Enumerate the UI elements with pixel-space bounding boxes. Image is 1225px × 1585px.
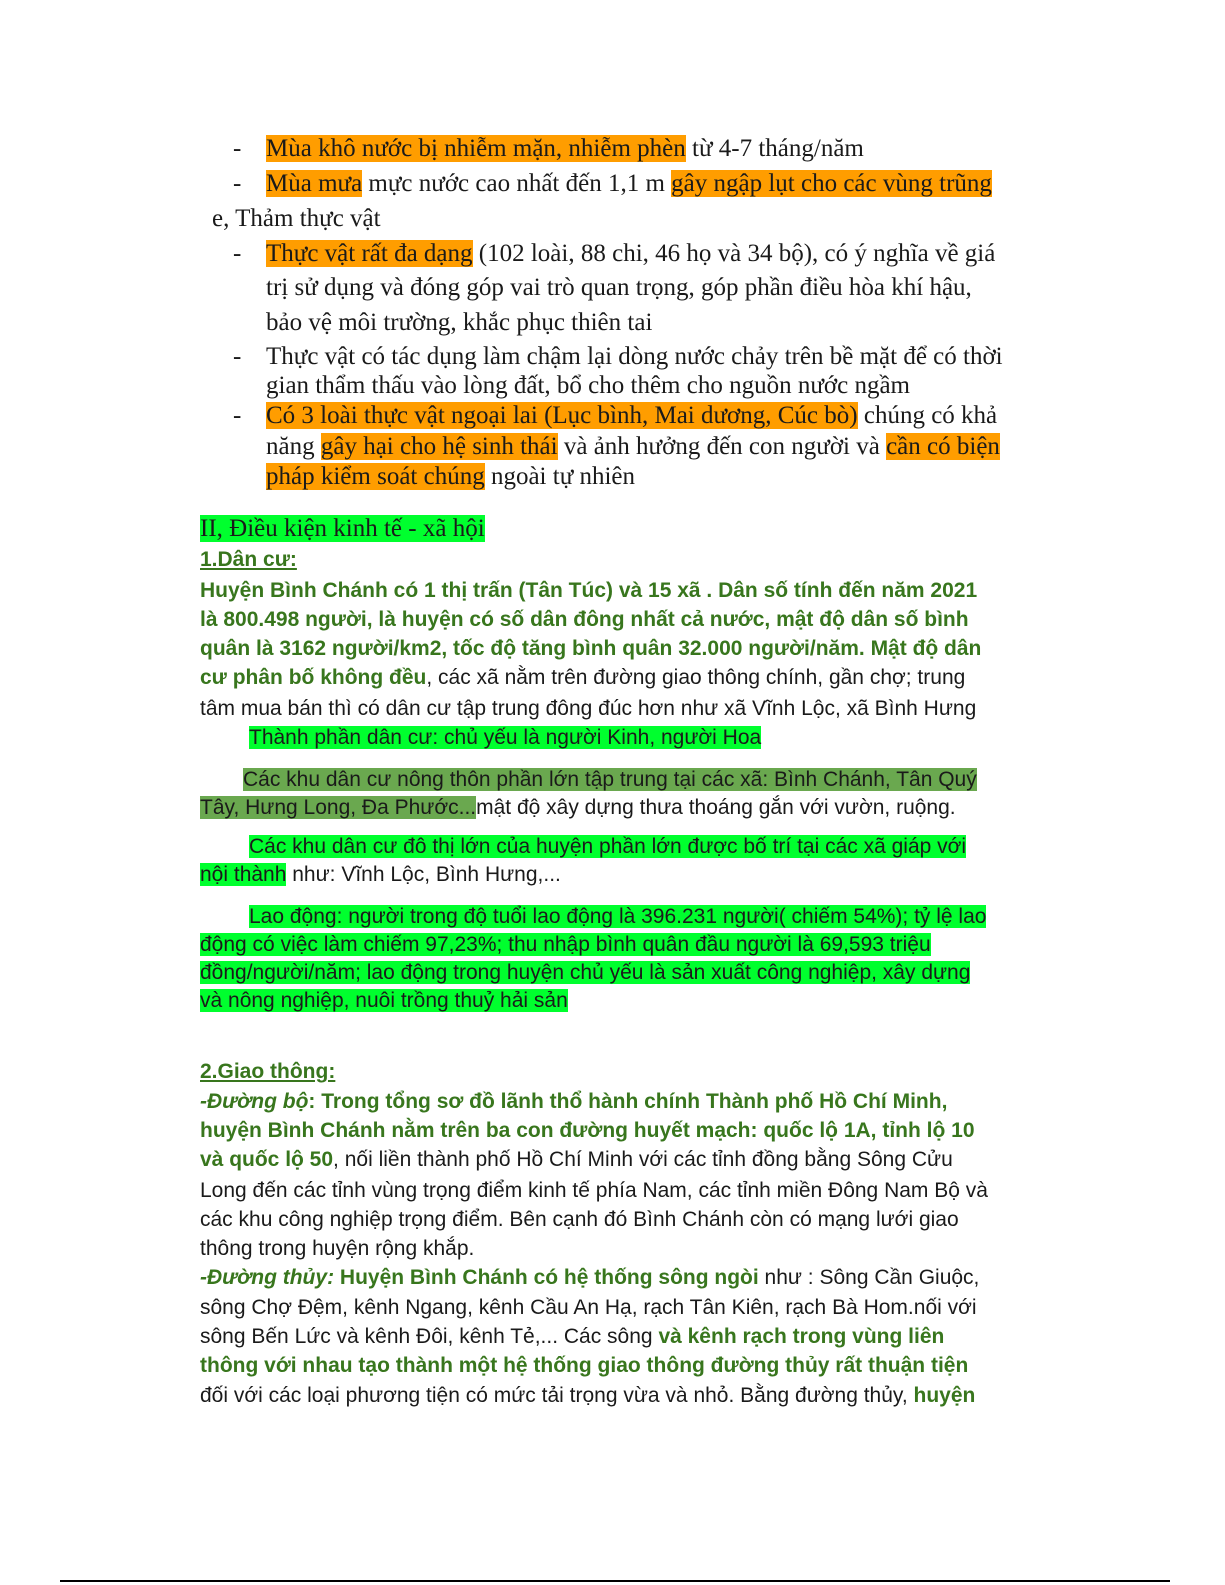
labor-line4: và nông nghiệp, nuôi trồng thuỷ hải sản: [200, 989, 568, 1012]
water-line4: thông với nhau tạo thành một hệ thống giao thông đường thủy rất thuận tiện: [200, 1354, 969, 1377]
urban-line2: nội thành như: Vĩnh Lộc, Bình Hưng,...: [200, 863, 561, 886]
population-composition: Thành phần dân cư: chủ yếu là người Kinh, người Hoa: [249, 726, 762, 749]
labor-line1: Lao động: người trong độ tuổi lao động là 396.231 người( chiếm 54%); tỷ lệ lao: [249, 905, 987, 928]
water-line3: sông Bến Lức và kênh Đôi, kênh Tẻ,... Các sông và kênh rạch trong vùng liên: [200, 1325, 945, 1348]
bullet-dry-season: Mùa khô nước bị nhiễm mặn, nhiễm phèn từ 4-7 tháng/năm: [266, 135, 864, 162]
pop-line2: là 800.498 người, là huyện có số dân đông nhất cả nước, mật độ dân số bình: [200, 608, 969, 631]
road-line1: -Đường bộ: Trong tổng sơ đồ lãnh thổ hành chính Thành phố Hồ Chí Minh,: [200, 1090, 948, 1113]
road-line5: các khu công nghiệp trọng điểm. Bên cạnh đó Bình Chánh còn có mạng lưới giao: [200, 1208, 959, 1231]
veg-b2-line2: gian thẩm thấu vào lòng đất, bổ cho thêm cho nguồn nước ngầm: [266, 372, 910, 399]
road-line6: thông trong huyện rộng khắp.: [200, 1237, 475, 1260]
bullet-dash: -: [233, 402, 242, 429]
bullet-dash: -: [233, 343, 242, 370]
veg-b3-line3: pháp kiểm soát chúng ngoài tự nhiên: [266, 463, 636, 490]
road-line4: Long đến các tỉnh vùng trọng điểm kinh tế phía Nam, các tỉnh miền Đông Nam Bộ và: [200, 1179, 988, 1202]
pop-line4: cư phân bố không đều, các xã nằm trên đường giao thông chính, gần chợ; trung: [200, 666, 966, 689]
labor-line2: động có việc làm chiếm 97,23%; thu nhập bình quân đầu người là 69,593 triệu: [200, 933, 931, 956]
bullet-dash: -: [233, 240, 242, 267]
water-line1: -Đường thủy: Huyện Bình Chánh có hệ thống sông ngòi như : Sông Cần Giuộc,: [200, 1266, 980, 1289]
urban-line1: Các khu dân cư đô thị lớn của huyện phần lớn được bố trí tại các xã giáp với: [249, 835, 967, 858]
pop-line3: quân là 3162 người/km2, tốc độ tăng bình quân 32.000 người/năm. Mật độ dân: [200, 637, 982, 660]
water-line5: đối với các loại phương tiện có mức tải trọng vừa và nhỏ. Bằng đường thủy, huyện: [200, 1384, 976, 1407]
labor-line3: đồng/người/năm; lao động trong huyện chủ yếu là sản xuất công nghiệp, xây dựng: [200, 961, 971, 984]
subsection-title-transport: 2.Giao thông:: [200, 1060, 336, 1083]
pop-line5: tâm mua bán thì có dân cư tập trung đông đúc hơn như xã Vĩnh Lộc, xã Bình Hưng: [200, 697, 977, 720]
page-bottom-rule: [60, 1580, 1170, 1582]
subsection-title-population: 1.Dân cư:: [200, 548, 297, 571]
bullet-dash: -: [233, 135, 242, 162]
bullet-rainy-season: Mùa mưa mực nước cao nhất đến 1,1 m gây ngập lụt cho các vùng trũng: [266, 170, 992, 197]
veg-b3-line2: năng gây hại cho hệ sinh thái và ảnh hưởng đến con người và cần có biện: [266, 433, 1000, 460]
veg-b1-line3: bảo vệ môi trường, khắc phục thiên tai: [266, 309, 653, 336]
rural-line2: Tây, Hưng Long, Đa Phước...mật độ xây dựng thưa thoáng gắn với vườn, ruộng.: [200, 796, 956, 819]
pop-line1: Huyện Bình Chánh có 1 thị trấn (Tân Túc) và 15 xã . Dân số tính đến năm 2021: [200, 579, 978, 602]
bullet-dash: -: [233, 170, 242, 197]
road-line3: và quốc lộ 50, nối liền thành phố Hồ Chí Minh với các tỉnh đồng bằng Sông Cửu: [200, 1148, 953, 1171]
veg-b1-line1: Thực vật rất đa dạng (102 loài, 88 chi, 46 họ và 34 bộ), có ý nghĩa về giá: [266, 240, 996, 267]
veg-b1-line2: trị sử dụng và đóng góp vai trò quan trọng, góp phần điều hòa khí hậu,: [266, 274, 972, 301]
section-title-socioeconomic: II, Điều kiện kinh tế - xã hội: [200, 515, 485, 542]
section-heading-vegetation: e, Thảm thực vật: [212, 205, 381, 232]
road-line2: huyện Bình Chánh nằm trên ba con đường huyết mạch: quốc lộ 1A, tỉnh lộ 10: [200, 1119, 975, 1142]
veg-b2-line1: Thực vật có tác dụng làm chậm lại dòng nước chảy trên bề mặt để có thời: [266, 343, 1003, 370]
water-line2: sông Chợ Đệm, kênh Ngang, kênh Cầu An Hạ, rạch Tân Kiên, rạch Bà Hom.nối với: [200, 1296, 977, 1319]
veg-b3-line1: Có 3 loài thực vật ngoại lai (Lục bình, Mai dương, Cúc bò) chúng có khả: [266, 402, 998, 429]
rural-line1: Các khu dân cư nông thôn phần lớn tập trung tại các xã: Bình Chánh, Tân Quý: [243, 768, 977, 791]
